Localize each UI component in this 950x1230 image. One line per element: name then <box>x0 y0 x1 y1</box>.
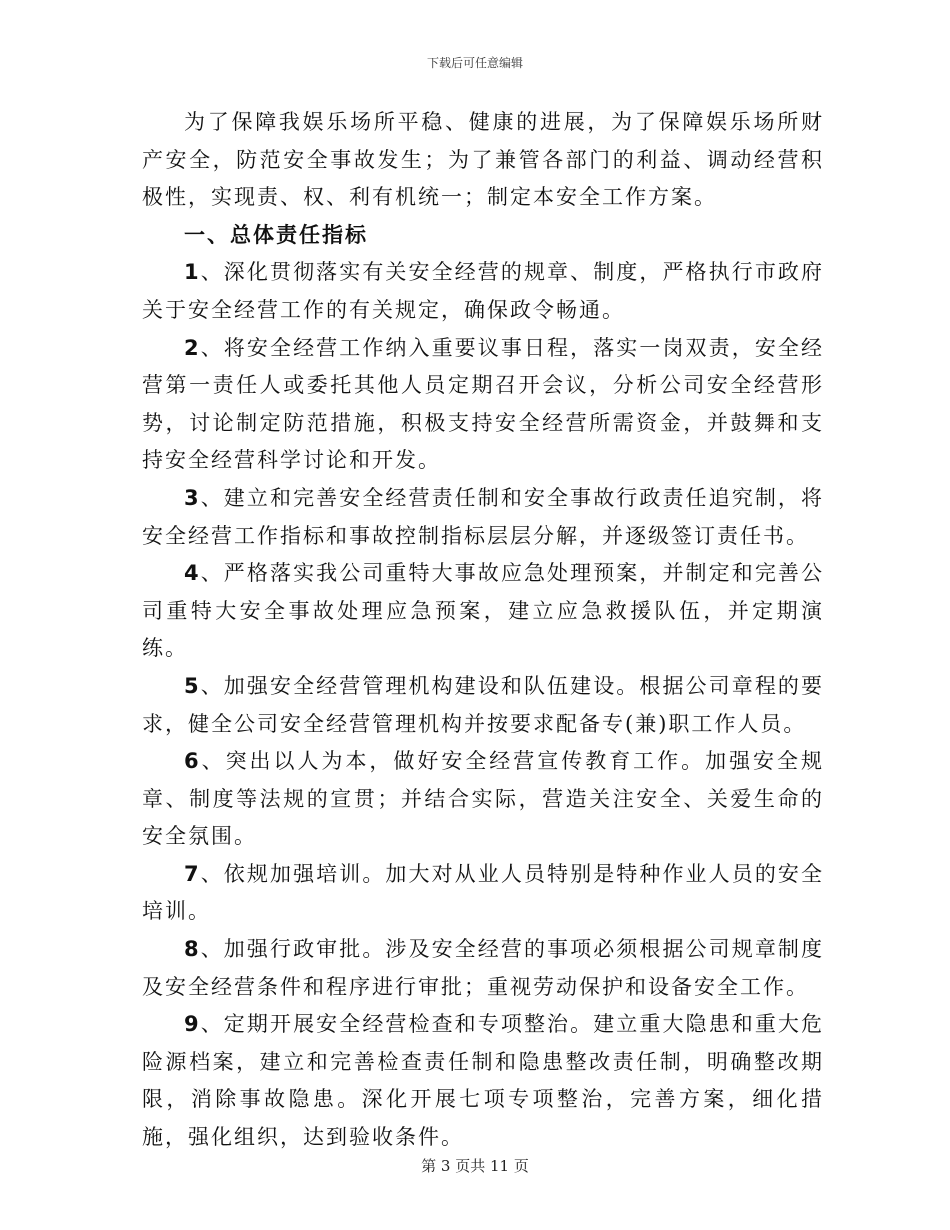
section-heading: 一、总体责任指标 <box>184 222 368 247</box>
item-number: 7 <box>184 861 201 886</box>
item-number: 5 <box>184 673 201 698</box>
item-number: 6 <box>184 749 201 774</box>
item-number: 3 <box>184 485 201 510</box>
list-item <box>142 668 824 743</box>
item-text: 、严格落实我公司重特大事故应急处理预案，并制定和完善公司重特大安全事故处理应急预案，建立应急救援队伍，并定期演练。 <box>142 561 824 661</box>
item-number: 1 <box>184 260 201 285</box>
item-number: 8 <box>184 937 201 962</box>
page-number: 第 3 页共 11 页 <box>421 1157 529 1175</box>
item-text: 、将安全经营工作纳入重要议事日程，落实一岗双责，安全经营第一责任人或委托其他人员定期召开会议，分析公司安全经营形势，讨论制定防范措施，积极支持安全经营所需资金，并鼓舞和支持安全经营科学讨论和开发。 <box>142 335 824 473</box>
list-item <box>142 931 824 1006</box>
page-header-note: 下载后可任意编辑 <box>426 56 523 70</box>
item-number: 4 <box>184 561 201 586</box>
item-text: 、加强安全经营管理机构建设和队伍建设。根据公司章程的要求，健全公司安全经营管理机构并按要求配备专(兼)职工作人员。 <box>142 673 824 736</box>
list-item <box>142 1006 824 1156</box>
list-item <box>142 743 824 856</box>
list-item <box>142 555 824 668</box>
item-text: 、深化贯彻落实有关安全经营的规章、制度，严格执行市政府关于安全经营工作的有关规定，确保政令畅通。 <box>142 260 824 322</box>
item-text: 、建立和完善安全经营责任制和安全事故行政责任追究制，将安全经营工作指标和事故控制指标层层分解，并逐级签订责任书。 <box>142 485 824 548</box>
item-number: 2 <box>184 335 201 360</box>
item-text: 、定期开展安全经营检查和专项整治。建立重大隐患和重大危险源档案，建立和完善检查责任制和隐患整改责任制，明确整改期限，消除事故隐患。深化开展七项专项整治，完善方案，细化措施，强化组织，达到验收条件。 <box>142 1012 824 1150</box>
list-item <box>142 330 824 480</box>
item-text: 、加强行政审批。涉及安全经营的事项必须根据公司规章制度及安全经营条件和程序进行审批；重视劳动保护和设备安全工作。 <box>142 937 824 999</box>
item-text: 、突出以人为本，做好安全经营宣传教育工作。加强安全规章、制度等法规的宣贯；并结合实际，营造关注安全、关爱生命的安全氛围。 <box>142 749 824 849</box>
list-item <box>142 480 824 555</box>
list-item <box>142 254 824 329</box>
list-item <box>142 856 824 931</box>
item-text: 、依规加强培训。加大对从业人员特别是特种作业人员的安全培训。 <box>142 861 824 924</box>
document-body <box>142 104 824 1157</box>
intro-paragraph: 为了保障我娱乐场所平稳、健康的进展，为了保障娱乐场所财产安全，防范安全事故发生；为了兼管各部门的利益、调动经营积极性，实现责、权、利有机统一；制定本安全工作方案。 <box>142 110 824 210</box>
item-number: 9 <box>184 1012 201 1037</box>
